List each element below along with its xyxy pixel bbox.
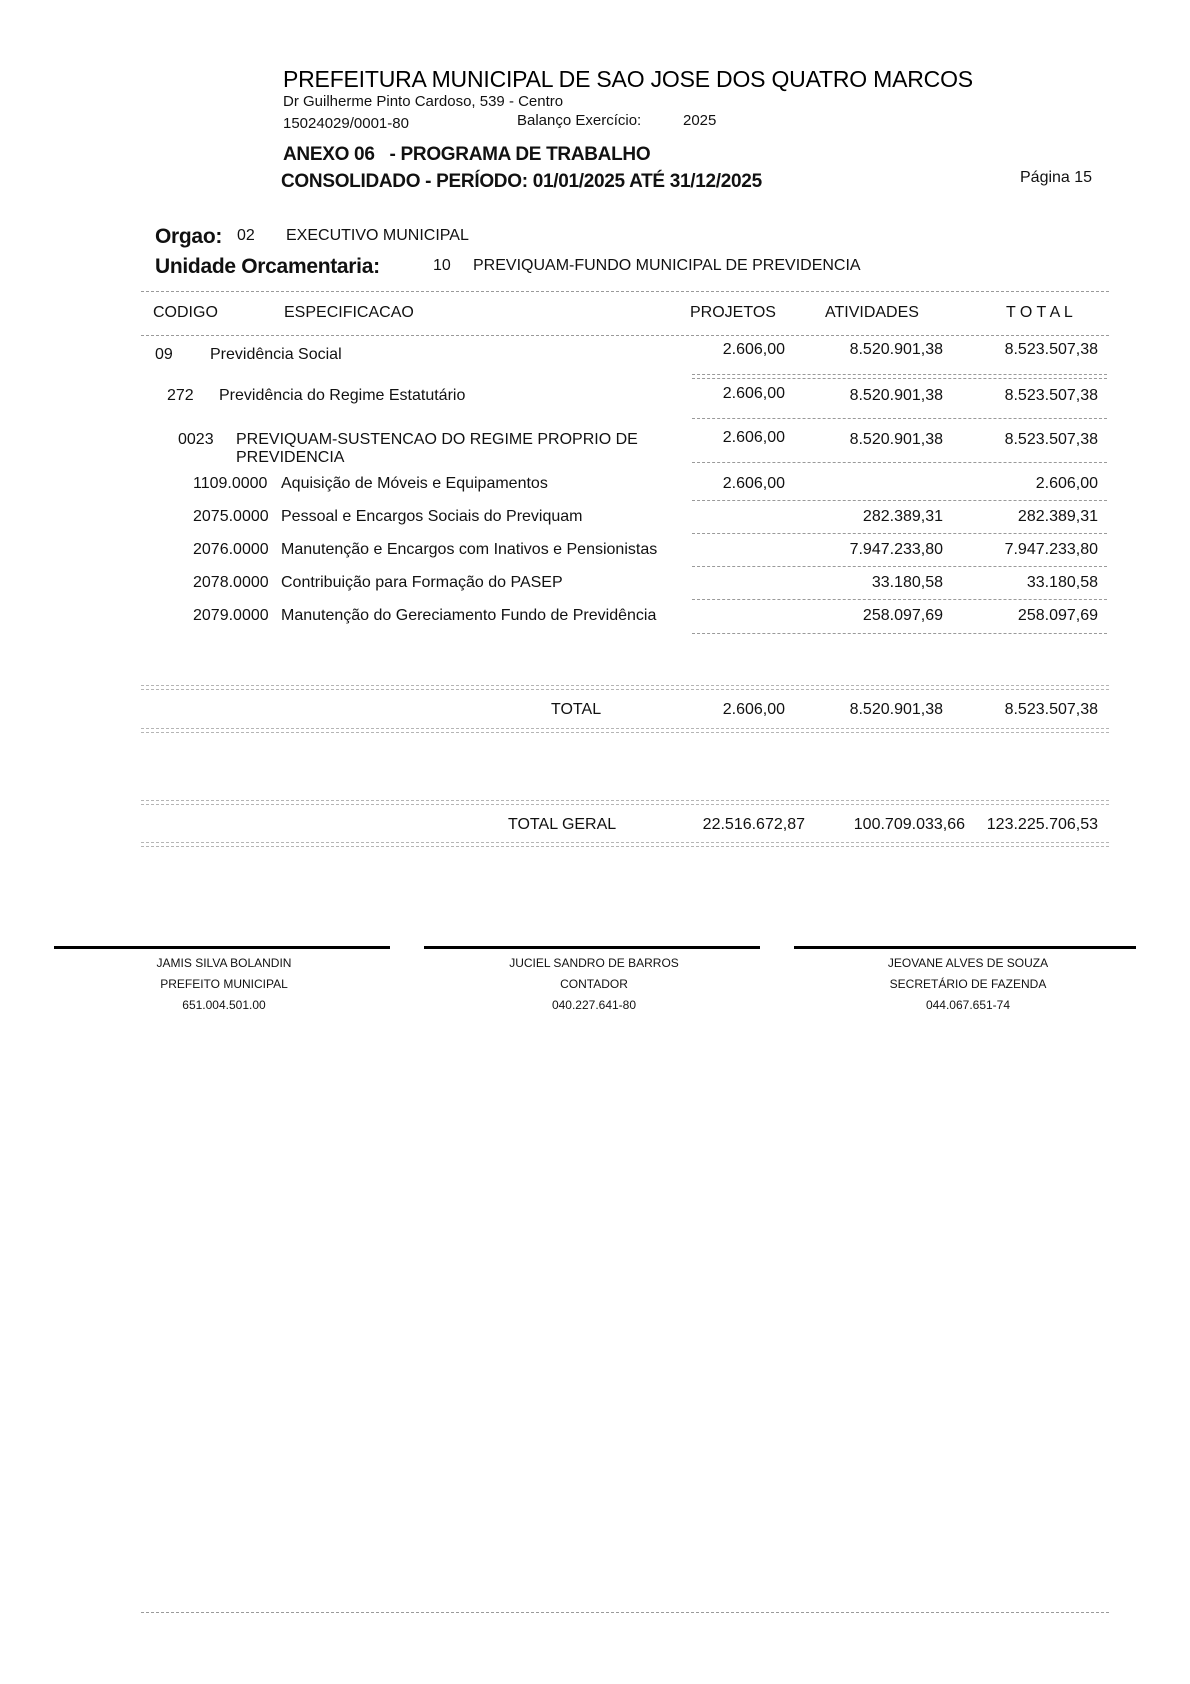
row-projetos: 2.606,00 bbox=[722, 385, 785, 402]
row-projetos: 2.606,00 bbox=[722, 341, 785, 358]
total-geral-total: 123.225.706,53 bbox=[986, 816, 1098, 833]
row-desc-cont: PREVIDENCIA bbox=[236, 449, 345, 466]
divider bbox=[141, 846, 1109, 847]
row-desc: PREVIQUAM-SUSTENCAO DO REGIME PROPRIO DE bbox=[236, 431, 638, 448]
row-desc: Previdência Social bbox=[210, 346, 342, 363]
row-total: 33.180,58 bbox=[1026, 574, 1098, 591]
total-label: TOTAL bbox=[551, 701, 602, 718]
signature-id: 044.067.651-74 bbox=[925, 998, 1011, 1012]
row-desc: Aquisição de Móveis e Equipamentos bbox=[281, 475, 548, 492]
cnpj: 15024029/0001-80 bbox=[283, 115, 409, 132]
total-geral-projetos: 22.516.672,87 bbox=[702, 816, 805, 833]
unidade-code: 10 bbox=[433, 257, 451, 274]
divider bbox=[141, 842, 1109, 843]
row-desc: Manutenção do Gereciamento Fundo de Previdência bbox=[281, 607, 657, 624]
signature-role: PREFEITO MUNICIPAL bbox=[160, 977, 288, 991]
divider bbox=[692, 633, 1107, 634]
divider bbox=[141, 685, 1109, 686]
row-total: 2.606,00 bbox=[1035, 475, 1098, 492]
total-total: 8.523.507,38 bbox=[1004, 701, 1098, 718]
divider bbox=[141, 804, 1109, 805]
row-code: 09 bbox=[155, 346, 173, 363]
divider bbox=[692, 599, 1107, 600]
periodo-title: CONSOLIDADO - PERÍODO: 01/01/2025 ATÉ 31/12/2025 bbox=[281, 171, 762, 192]
total-atividades: 8.520.901,38 bbox=[849, 701, 943, 718]
divider bbox=[692, 418, 1107, 419]
balanco-year: 2025 bbox=[683, 112, 717, 129]
row-atividades: 282.389,31 bbox=[862, 508, 943, 525]
divider bbox=[692, 566, 1107, 567]
row-atividades: 7.947.233,80 bbox=[849, 541, 943, 558]
row-total: 8.523.507,38 bbox=[1004, 431, 1098, 448]
col-especificacao: ESPECIFICACAO bbox=[284, 304, 414, 321]
entity-title: PREFEITURA MUNICIPAL DE SAO JOSE DOS QUATRO MARCOS bbox=[283, 66, 973, 92]
row-total: 8.523.507,38 bbox=[1004, 341, 1098, 358]
unidade-name: PREVIQUAM-FUNDO MUNICIPAL DE PREVIDENCIA bbox=[473, 257, 861, 274]
signature-line bbox=[794, 946, 1136, 949]
divider bbox=[692, 462, 1107, 463]
total-geral-label: TOTAL GERAL bbox=[508, 816, 617, 833]
row-code: 2075.0000 bbox=[193, 508, 269, 525]
row-code: 272 bbox=[167, 387, 194, 404]
divider bbox=[141, 728, 1109, 729]
signature-line bbox=[54, 946, 390, 949]
divider bbox=[692, 374, 1107, 375]
divider bbox=[141, 291, 1109, 292]
anexo-title: ANEXO 06 - PROGRAMA DE TRABALHO bbox=[283, 144, 651, 165]
row-atividades: 33.180,58 bbox=[871, 574, 943, 591]
divider bbox=[141, 335, 1109, 336]
row-code: 0023 bbox=[178, 431, 214, 448]
row-code: 2076.0000 bbox=[193, 541, 269, 558]
orgao-code: 02 bbox=[237, 227, 255, 244]
col-total: T O T A L bbox=[1006, 304, 1073, 321]
row-total: 8.523.507,38 bbox=[1004, 387, 1098, 404]
page-number: Página 15 bbox=[1020, 169, 1093, 186]
divider bbox=[141, 800, 1109, 801]
row-desc: Manutenção e Encargos com Inativos e Pensionistas bbox=[281, 541, 658, 558]
balanco-label: Balanço Exercício: bbox=[517, 112, 642, 129]
unidade-label: Unidade Orcamentaria: bbox=[155, 255, 380, 278]
row-projetos: 2.606,00 bbox=[722, 429, 785, 446]
divider bbox=[692, 378, 1107, 379]
col-codigo: CODIGO bbox=[153, 304, 218, 321]
row-desc: Contribuição para Formação do PASEP bbox=[281, 574, 563, 591]
row-code: 2079.0000 bbox=[193, 607, 269, 624]
col-atividades: ATIVIDADES bbox=[825, 304, 919, 321]
col-projetos: PROJETOS bbox=[690, 304, 776, 321]
divider bbox=[141, 732, 1109, 733]
signature-id: 651.004.501.00 bbox=[182, 998, 266, 1012]
divider bbox=[141, 689, 1109, 690]
row-code: 2078.0000 bbox=[193, 574, 269, 591]
row-atividades: 8.520.901,38 bbox=[849, 431, 943, 448]
divider bbox=[692, 533, 1107, 534]
row-atividades: 8.520.901,38 bbox=[849, 387, 943, 404]
signature-name: JUCIEL SANDRO DE BARROS bbox=[509, 956, 679, 970]
row-atividades: 258.097,69 bbox=[862, 607, 943, 624]
orgao-label: Orgao: bbox=[155, 225, 223, 248]
signature-role: SECRETÁRIO DE FAZENDA bbox=[889, 977, 1047, 991]
row-desc: Pessoal e Encargos Sociais do Previquam bbox=[281, 508, 583, 525]
row-desc: Previdência do Regime Estatutário bbox=[219, 387, 466, 404]
divider bbox=[692, 500, 1107, 501]
row-total: 7.947.233,80 bbox=[1004, 541, 1098, 558]
row-atividades: 8.520.901,38 bbox=[849, 341, 943, 358]
orgao-name: EXECUTIVO MUNICIPAL bbox=[286, 227, 469, 244]
row-code: 1109.0000 bbox=[193, 475, 268, 492]
row-total: 282.389,31 bbox=[1017, 508, 1098, 525]
total-projetos: 2.606,00 bbox=[722, 701, 785, 718]
row-projetos: 2.606,00 bbox=[722, 475, 785, 492]
signature-line bbox=[424, 946, 760, 949]
row-total: 258.097,69 bbox=[1017, 607, 1098, 624]
footer-divider bbox=[141, 1612, 1109, 1613]
signature-name: JEOVANE ALVES DE SOUZA bbox=[887, 956, 1049, 970]
signature-name: JAMIS SILVA BOLANDIN bbox=[156, 956, 292, 970]
signature-role: CONTADOR bbox=[560, 977, 628, 991]
total-geral-atividades: 100.709.033,66 bbox=[853, 816, 965, 833]
signature-id: 040.227.641-80 bbox=[551, 998, 637, 1012]
address: Dr Guilherme Pinto Cardoso, 539 - Centro bbox=[283, 93, 564, 110]
